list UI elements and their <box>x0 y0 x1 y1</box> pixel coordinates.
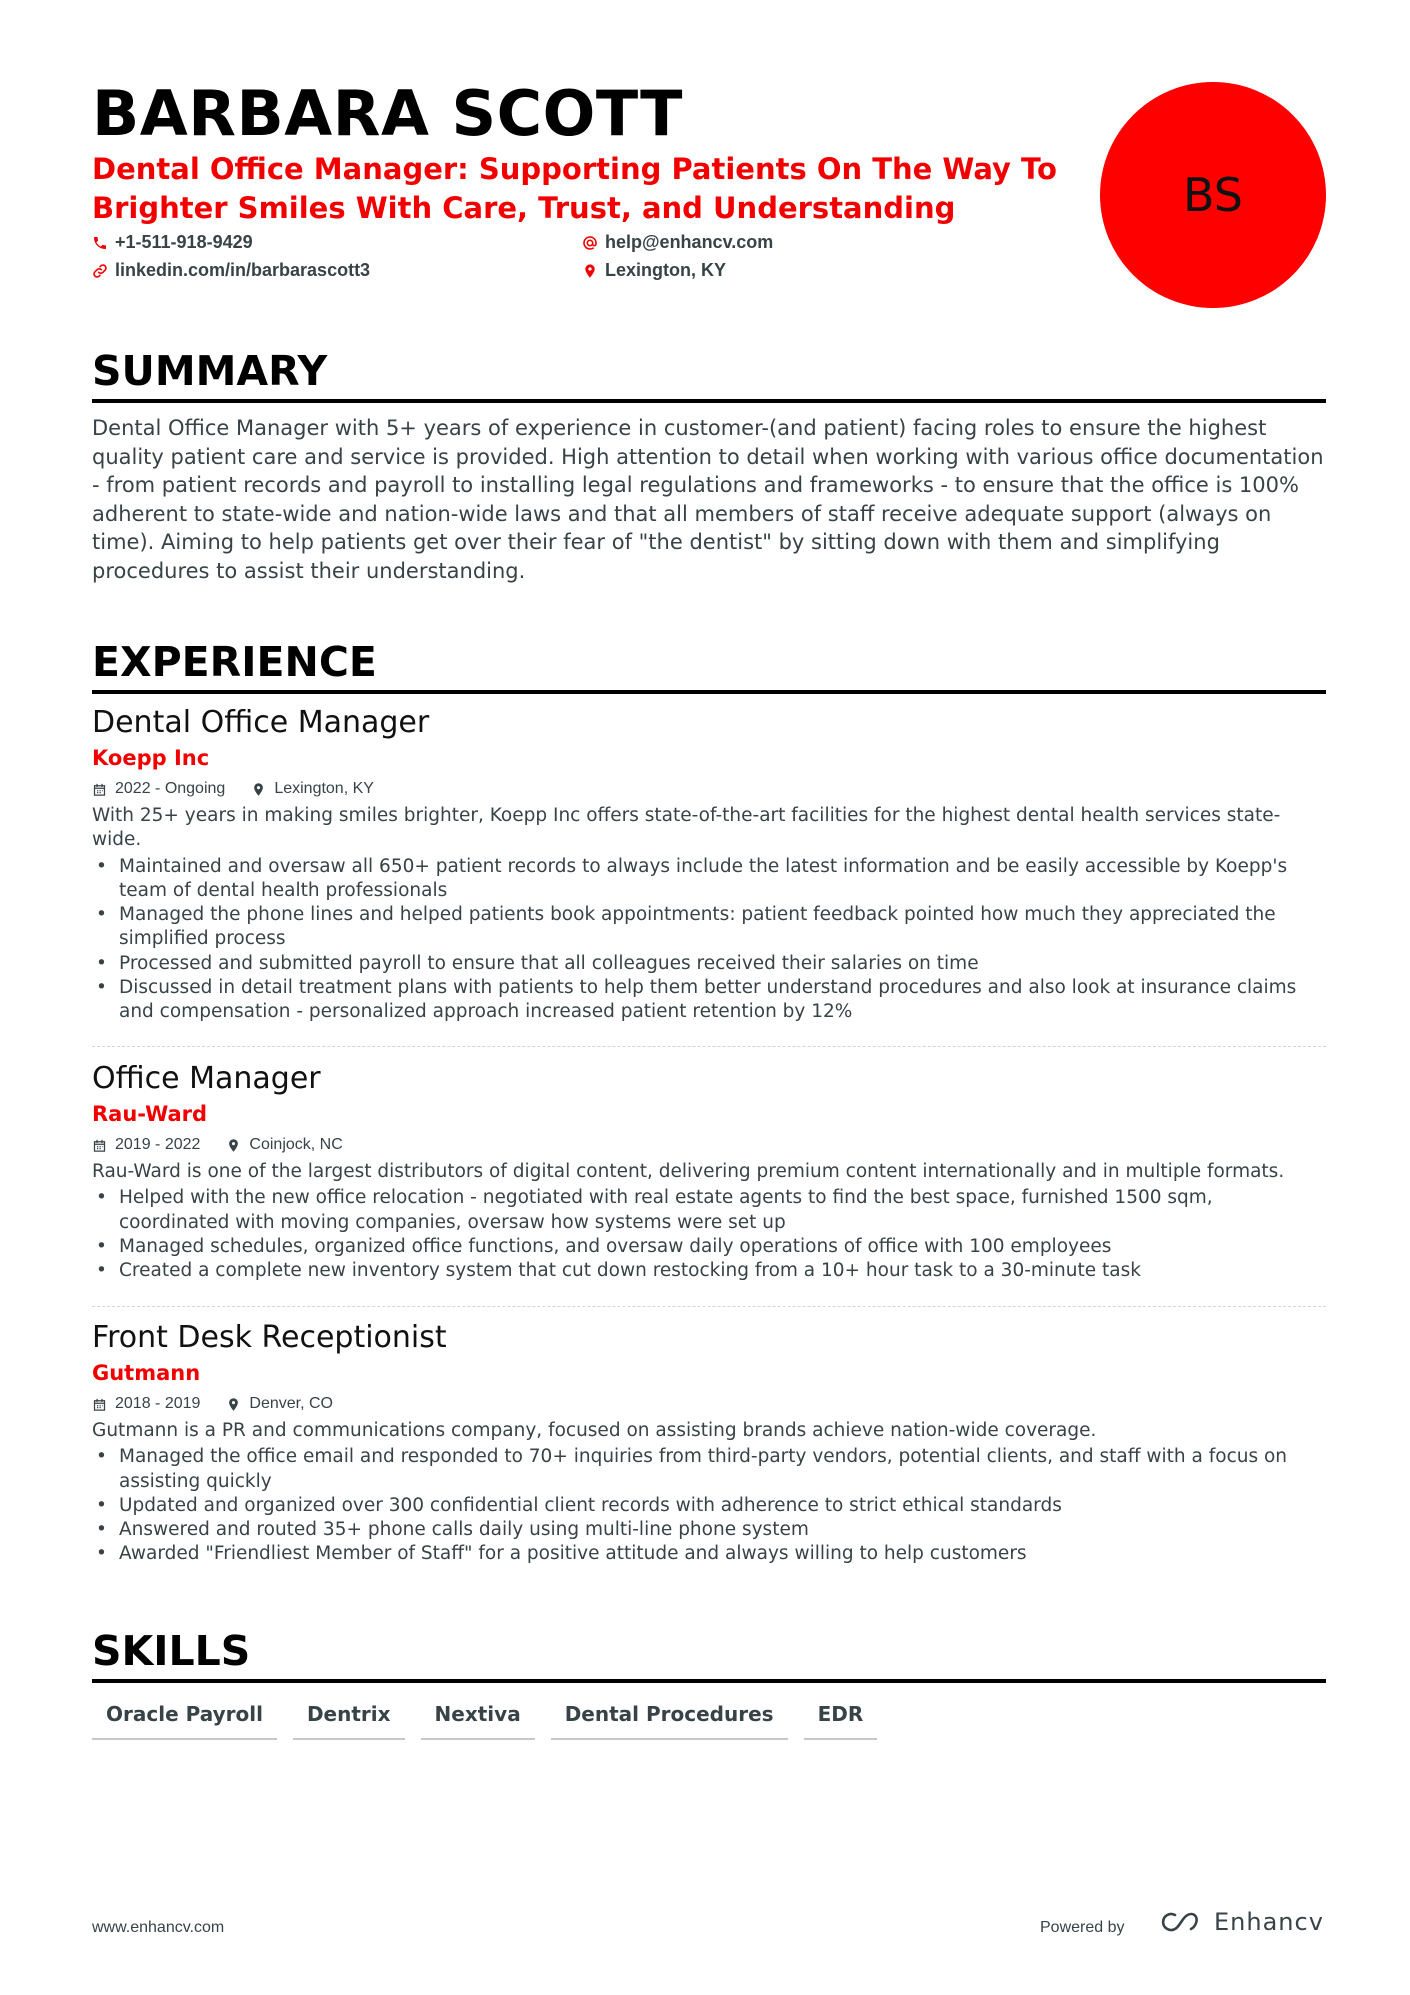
skill-tag: Nextiva <box>421 1700 535 1740</box>
avatar <box>1100 82 1326 308</box>
job-title: Front Desk Receptionist <box>92 1320 447 1355</box>
footer-website[interactable]: www.enhancv.com <box>92 1919 225 1936</box>
skill-tag: Dentrix <box>293 1700 405 1740</box>
divider <box>92 1306 1326 1307</box>
company-description: Rau-Ward is one of the largest distributors of digital content, delivering premium content internationally and in multiple formats. <box>92 1161 1285 1182</box>
summary-text: Dental Office Manager with 5+ years of experience in customer-(and patient) facing roles to ensure the highest quality patient care and service is provided. High attention to detail when working with various office documentation - from patient records and payroll to installing legal regulations and frameworks - to ensure that the office is 100% adherent to state-wide and nation-wide laws and that all members of staff receive adequate support (always on time). Aiming to help patients get over their fear of "the dentist" by sitting down with them and simplifying procedures to assist their understanding. <box>92 416 1324 583</box>
job-dates: 2018 - 2019 <box>92 1395 200 1413</box>
phone-text: +1-511-918-9429 <box>115 232 253 252</box>
company-name: Rau-Ward <box>92 1102 208 1126</box>
skills-heading: SKILLS <box>92 1625 1326 1683</box>
company-description: Gutmann is a PR and communications company, focused on assisting brands achieve nation-wide coverage. <box>92 1420 1097 1441</box>
achievements-list <box>92 1186 1326 1283</box>
job-location: Coinjock, NC <box>226 1136 342 1154</box>
list-item: • Created a complete new inventory system that cut down restocking from a 10+ hour task to a 30-minute task <box>92 1259 1326 1283</box>
link-icon <box>92 263 108 279</box>
list-item: • Helped with the new office relocation - negotiated with real estate agents to find the best space, furnished 1500 sqm, coordinated with moving companies, oversaw how systems were set up <box>92 1186 1326 1235</box>
job-dates: 2022 - Ongoing <box>92 780 225 798</box>
phone-icon <box>92 235 108 251</box>
company-description: With 25+ years in making smiles brighter, Koepp Inc offers state-of-the-art facilities for the highest dental health services state-wide. <box>92 805 1281 851</box>
job-dates: 2019 - 2022 <box>92 1136 200 1154</box>
list-item: • Awarded "Friendliest Member of Staff" for a positive attitude and always willing to help customers <box>92 1542 1326 1566</box>
location-pin-icon <box>582 263 598 279</box>
job-meta <box>92 776 1326 802</box>
calendar-icon <box>92 1138 107 1153</box>
job-location: Denver, CO <box>226 1395 333 1413</box>
contact-email[interactable] <box>582 232 773 253</box>
job-entry <box>92 1319 1326 1567</box>
email-text: help@enhancv.com <box>605 232 774 252</box>
achievements-list <box>92 1445 1326 1566</box>
list-item: • Discussed in detail treatment plans with patients to help them better understand procedures and also look at insurance claims and compensation - personalized approach increased patient retention by 12% <box>92 976 1326 1025</box>
calendar-icon <box>92 782 107 797</box>
brand-name: Enhancv <box>1214 1908 1324 1936</box>
linkedin-text: linkedin.com/in/barbarascott3 <box>115 260 371 280</box>
company-name: Gutmann <box>92 1361 201 1385</box>
divider <box>92 1046 1326 1047</box>
job-meta <box>92 1132 1326 1158</box>
candidate-name: BARBARA SCOTT <box>92 77 683 150</box>
contact-linkedin[interactable] <box>92 260 370 281</box>
company-name: Koepp Inc <box>92 746 210 770</box>
contact-location <box>582 260 726 281</box>
list-item: • Managed the phone lines and helped patients book appointments: patient feedback pointed how much they appreciated the simplified process <box>92 903 1326 952</box>
enhancv-logo-icon <box>1160 1909 1206 1935</box>
job-entry <box>92 704 1326 1025</box>
list-item: • Maintained and oversaw all 650+ patient records to always include the latest information and be easily accessible by Koepp's team of dental health professionals <box>92 855 1326 904</box>
powered-by-label: Powered by <box>1040 1919 1125 1936</box>
list-item: • Processed and submitted payroll to ensure that all colleagues received their salaries on time <box>92 952 1326 976</box>
list-item: • Answered and routed 35+ phone calls daily using multi-line phone system <box>92 1518 1326 1542</box>
calendar-icon <box>92 1397 107 1412</box>
skill-tag: Dental Procedures <box>551 1700 788 1740</box>
experience-heading: EXPERIENCE <box>92 636 1326 694</box>
list-item: • Managed the office email and responded to 70+ inquiries from third-party vendors, potential clients, and staff with a focus on assisting quickly <box>92 1445 1326 1494</box>
brand-logo[interactable] <box>1160 1908 1324 1936</box>
job-title: Office Manager <box>92 1061 321 1096</box>
job-location: Lexington, KY <box>251 780 374 798</box>
location-pin-icon <box>251 782 266 797</box>
contact-phone[interactable] <box>92 232 253 253</box>
achievements-list <box>92 855 1326 1025</box>
at-icon <box>582 235 598 251</box>
job-meta <box>92 1391 1326 1417</box>
headline: Dental Office Manager: Supporting Patients On The Way To Brighter Smiles With Care, Trust, and Understanding <box>92 152 1057 225</box>
job-title: Dental Office Manager <box>92 705 430 740</box>
summary-heading: SUMMARY <box>92 345 1326 403</box>
skill-tag: Oracle Payroll <box>92 1700 277 1740</box>
location-text: Lexington, KY <box>605 260 726 280</box>
skill-tag: EDR <box>804 1700 878 1740</box>
list-item: • Managed schedules, organized office functions, and oversaw daily operations of office with 100 employees <box>92 1235 1326 1259</box>
list-item: • Updated and organized over 300 confidential client records with adherence to strict ethical standards <box>92 1494 1326 1518</box>
job-entry <box>92 1060 1326 1283</box>
skills-list <box>92 1700 893 1740</box>
location-pin-icon <box>226 1138 241 1153</box>
location-pin-icon <box>226 1397 241 1412</box>
avatar-initials: BS <box>1183 168 1243 222</box>
